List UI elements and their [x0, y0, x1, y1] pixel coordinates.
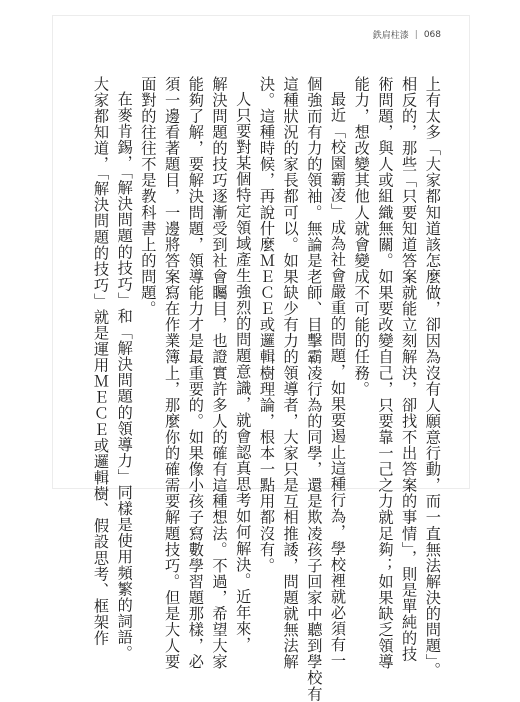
text-column-14: 在麥肯錫，「解決問題的技巧」和「解決問題的領導力」同樣是使用頻繁的詞語。: [115, 91, 134, 662]
running-header: [373, 28, 441, 41]
text-column-4: 能力，想改變其他人就會變成不可能的任務。: [352, 76, 371, 397]
text-column-11: 能夠了解，要解決問題，領導能力才是最重要的。如果像小孩子寫數學習題那樣，必: [186, 76, 205, 670]
text-column-3: 術問題，與人或組織無關。如果要改變自己，只要靠一己之力就足夠；如果缺乏領導: [376, 76, 395, 670]
book-page: [53, 16, 469, 702]
header-separator: |: [414, 29, 418, 40]
vertical-text-body: [92, 76, 442, 702]
text-column-6: 個強而有力的領袖。無論是老師、目擊霸凌行為的同學，還是欺凌孩子回家中聽到學校有: [305, 76, 324, 702]
text-column-2: 相反的，那些「只要知道答案就能立刻解決，卻找不出答案的事情」，則是單純的技: [400, 76, 419, 663]
page-number: 068: [423, 29, 441, 40]
text-column-9: 人只要對某個特定領域產生強烈的問題意識，就會認真思考如何解決。近年來，: [234, 91, 253, 653]
text-column-12: 須一邊看著題目，一邊將答案寫在作業簿上，那麼你的確需要解題技巧。但是大人要: [163, 76, 182, 670]
text-column-7: 這種狀況的家長都可以。如果缺少有力的領導者，大家只是互相推諉，問題就無法解: [281, 76, 300, 670]
header-title: 鉄肩柱漆: [372, 31, 409, 41]
text-column-8: 決。這種時候，再說什麼ＭＥＣＥ或邏輯樹理論，根本一點用都沒有。: [257, 76, 276, 574]
text-column-13: 面對的往往不是教科書上的問題。: [139, 76, 158, 317]
text-column-10: 解決問題的技巧逐漸受到社會矚目，也證實許多人的確有這種想法。不過，希望大家: [210, 76, 229, 670]
text-column-15: 大家都知道，「解決問題的技巧」就是運用ＭＥＣＥ或邏輯樹、假設思考、框架作: [92, 76, 110, 647]
text-column-5: 最近「校園霸凌」成為社會嚴重的問題，如果要遏止這種行為，學校裡就必須有一: [329, 91, 348, 669]
text-column-1: 上有太多「大家都知道該怎麼做，卻因為沒有人願意行動，而一直無法解決的問題」。: [423, 76, 442, 679]
